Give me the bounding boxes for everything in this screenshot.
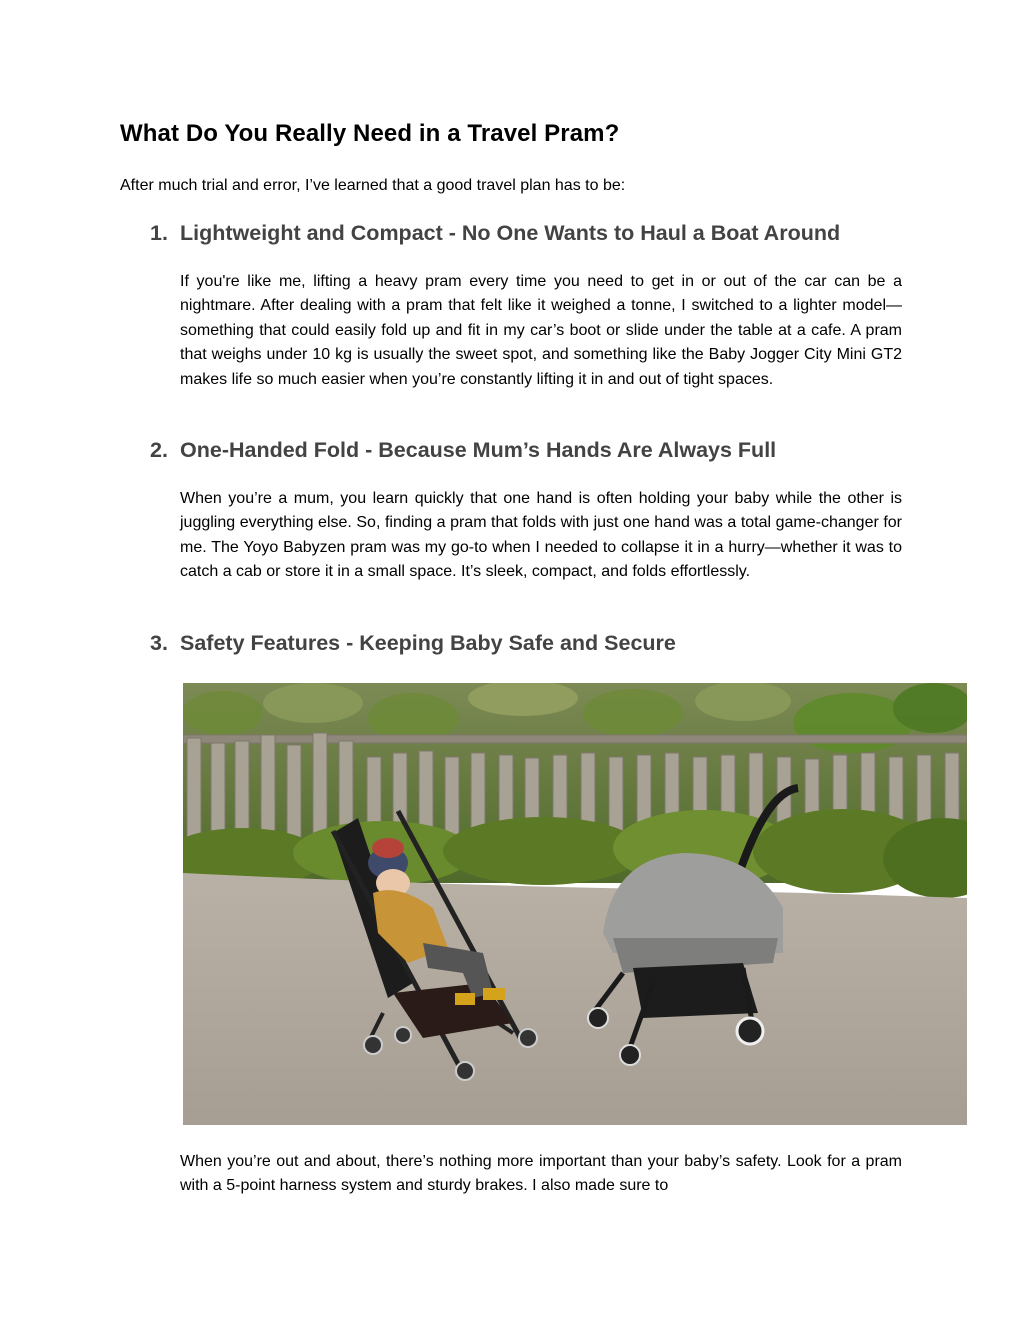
- intro-paragraph: After much trial and error, I’ve learned that a good travel plan has to be:: [120, 177, 626, 194]
- pavement: [183, 873, 967, 1125]
- section-heading-text: Lightweight and Compact - No One Wants to Haul a Boat Around: [180, 221, 841, 245]
- section-heading-text: Safety Features - Keeping Baby Safe and Secure: [180, 631, 676, 655]
- section-paragraph-3: When you’re out and about, there’s nothing more important than your baby’s safety. Look for a pram with a 5-point harness system and sturdy brakes. I also made sure to: [180, 1153, 902, 1195]
- section-number: 3.: [150, 631, 168, 655]
- section-heading-3: [150, 631, 676, 656]
- strollers-photo: [183, 683, 967, 1125]
- page-title: What Do You Really Need in a Travel Pram?: [120, 120, 620, 147]
- section-heading-text: One-Handed Fold - Because Mum’s Hands Are Always Full: [180, 438, 777, 462]
- section-paragraph-1: If you're like me, lifting a heavy pram every time you need to get in or out of the car can be a nightmare. After dealing with a pram that felt like it weighed a tonne, I switched to a lighter model—something that could easily fold up and fit in my car’s boot or slide under the table at a cafe. A pram that weighs under 10 kg is usually the sweet spot, and something like the Baby Jogger City Mini GT2 makes life so much easier when you’re constantly lifting it in and out of tight spaces.: [180, 273, 902, 388]
- section-heading-1: [150, 221, 840, 246]
- section-number: 1.: [150, 221, 168, 245]
- section-paragraph-2: When you’re a mum, you learn quickly that one hand is often holding your baby while the other is juggling everything else. So, finding a pram that folds with just one hand was a total game-changer for me. The Yoyo Babyzen pram was my go-to when I needed to collapse it in a hurry—whether it was to catch a cab or store it in a small space. It’s sleek, compact, and folds effortlessly.: [180, 490, 902, 581]
- section-heading-2: [150, 438, 776, 463]
- section-number: 2.: [150, 438, 168, 462]
